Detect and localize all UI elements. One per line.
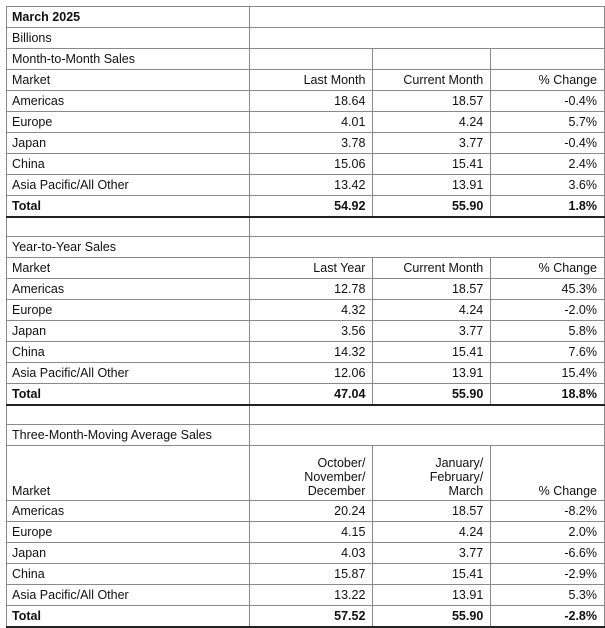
column-header: % Change (491, 258, 605, 279)
section-spacer-row (7, 405, 605, 425)
empty-cell (7, 217, 250, 237)
sales-value: 4.03 (249, 543, 373, 564)
sales-value: 20.24 (249, 501, 373, 522)
total-percent-change: -2.8% (491, 606, 605, 628)
sales-value: 15.06 (249, 154, 373, 175)
table-row (7, 321, 605, 342)
percent-change-value: 15.4% (491, 363, 605, 384)
market-name: Americas (7, 279, 250, 300)
percent-change-value: -0.4% (491, 133, 605, 154)
market-name: Asia Pacific/All Other (7, 175, 250, 196)
sales-value: 3.77 (373, 133, 491, 154)
table-row (7, 175, 605, 196)
sales-value: 3.56 (249, 321, 373, 342)
table-row (7, 522, 605, 543)
total-label: Total (7, 606, 250, 628)
sales-value: 13.22 (249, 585, 373, 606)
sales-value: 4.24 (373, 300, 491, 321)
header-line: February/ (429, 470, 484, 484)
section-title: Year-to-Year Sales (7, 237, 250, 258)
sales-value: 15.41 (373, 342, 491, 363)
percent-change-value: -6.6% (491, 543, 605, 564)
percent-change-value: 3.6% (491, 175, 605, 196)
column-header-market: Market (7, 258, 250, 279)
percent-change-value: 5.8% (491, 321, 605, 342)
market-name: Americas (7, 501, 250, 522)
sales-value: 18.57 (373, 501, 491, 522)
column-header-market: Market (7, 446, 250, 501)
header-line: October/ (317, 456, 366, 470)
percent-change-value: 5.7% (491, 112, 605, 133)
units-row (7, 28, 605, 49)
table-row (7, 543, 605, 564)
percent-change-value: -0.4% (491, 91, 605, 112)
report-title: March 2025 (7, 7, 250, 28)
percent-change-value: 45.3% (491, 279, 605, 300)
total-value: 54.92 (249, 196, 373, 218)
market-name: Asia Pacific/All Other (7, 585, 250, 606)
sales-value: 4.01 (249, 112, 373, 133)
empty-cell (7, 405, 250, 425)
empty-cell (249, 28, 604, 49)
column-header-row (7, 70, 605, 91)
sales-value: 15.41 (373, 564, 491, 585)
percent-change-value: 2.4% (491, 154, 605, 175)
sales-value: 15.87 (249, 564, 373, 585)
sales-value: 4.32 (249, 300, 373, 321)
column-header: % Change (491, 70, 605, 91)
market-name: Japan (7, 543, 250, 564)
report-title-row (7, 7, 605, 28)
sales-value: 3.77 (373, 321, 491, 342)
total-row (7, 384, 605, 406)
empty-cell (373, 49, 491, 70)
column-header-row (7, 446, 605, 501)
percent-change-value: -2.0% (491, 300, 605, 321)
market-name: Japan (7, 321, 250, 342)
sales-value: 13.91 (373, 175, 491, 196)
sales-value: 12.06 (249, 363, 373, 384)
sales-value: 18.57 (373, 91, 491, 112)
market-name: China (7, 342, 250, 363)
empty-cell (249, 405, 604, 425)
total-label: Total (7, 384, 250, 406)
percent-change-value: 2.0% (491, 522, 605, 543)
market-name: Asia Pacific/All Other (7, 363, 250, 384)
section-title-row (7, 49, 605, 70)
sales-value: 14.32 (249, 342, 373, 363)
sales-value: 13.91 (373, 585, 491, 606)
header-line: November/ (304, 470, 366, 484)
table-row (7, 91, 605, 112)
table-row (7, 133, 605, 154)
sales-value: 13.42 (249, 175, 373, 196)
sales-value: 3.77 (373, 543, 491, 564)
total-value: 55.90 (373, 606, 491, 628)
column-header: Current Month (373, 258, 491, 279)
empty-cell (249, 237, 604, 258)
table-row (7, 112, 605, 133)
table-row (7, 585, 605, 606)
table-row (7, 279, 605, 300)
market-name: China (7, 564, 250, 585)
table-row (7, 154, 605, 175)
table-row (7, 501, 605, 522)
column-header-market: Market (7, 70, 250, 91)
total-percent-change: 1.8% (491, 196, 605, 218)
section-title: Three-Month-Moving Average Sales (7, 425, 250, 446)
market-name: Europe (7, 300, 250, 321)
section-title: Month-to-Month Sales (7, 49, 250, 70)
sales-value: 12.78 (249, 279, 373, 300)
percent-change-value: 7.6% (491, 342, 605, 363)
empty-cell (249, 217, 604, 237)
empty-cell (249, 425, 604, 446)
total-label: Total (7, 196, 250, 218)
percent-change-value: -8.2% (491, 501, 605, 522)
table-row (7, 300, 605, 321)
header-line: March (448, 484, 484, 498)
sales-value: 3.78 (249, 133, 373, 154)
column-header-row (7, 258, 605, 279)
total-row (7, 606, 605, 628)
percent-change-value: -2.9% (491, 564, 605, 585)
sales-value: 13.91 (373, 363, 491, 384)
column-header: Last Month (249, 70, 373, 91)
empty-cell (491, 49, 605, 70)
table-row (7, 564, 605, 585)
column-header: Last Year (249, 258, 373, 279)
empty-cell (249, 7, 604, 28)
sales-table (6, 6, 605, 628)
total-value: 55.90 (373, 196, 491, 218)
section-title-row (7, 237, 605, 258)
sales-value: 18.64 (249, 91, 373, 112)
market-name: Europe (7, 112, 250, 133)
column-header (249, 446, 373, 501)
section-title-row (7, 425, 605, 446)
market-name: Japan (7, 133, 250, 154)
column-header: % Change (491, 446, 605, 501)
column-header (373, 446, 491, 501)
total-row (7, 196, 605, 218)
sales-value: 4.24 (373, 112, 491, 133)
total-value: 55.90 (373, 384, 491, 406)
market-name: China (7, 154, 250, 175)
sales-value: 4.24 (373, 522, 491, 543)
market-name: Americas (7, 91, 250, 112)
column-header: Current Month (373, 70, 491, 91)
sales-value: 15.41 (373, 154, 491, 175)
sales-table-body (7, 7, 605, 628)
sales-value: 4.15 (249, 522, 373, 543)
empty-cell (249, 49, 373, 70)
market-name: Europe (7, 522, 250, 543)
total-value: 47.04 (249, 384, 373, 406)
header-line: December (307, 484, 366, 498)
sales-value: 18.57 (373, 279, 491, 300)
section-spacer-row (7, 217, 605, 237)
table-row (7, 363, 605, 384)
percent-change-value: 5.3% (491, 585, 605, 606)
total-value: 57.52 (249, 606, 373, 628)
units-label: Billions (7, 28, 250, 49)
table-row (7, 342, 605, 363)
header-line: January/ (435, 456, 484, 470)
total-percent-change: 18.8% (491, 384, 605, 406)
